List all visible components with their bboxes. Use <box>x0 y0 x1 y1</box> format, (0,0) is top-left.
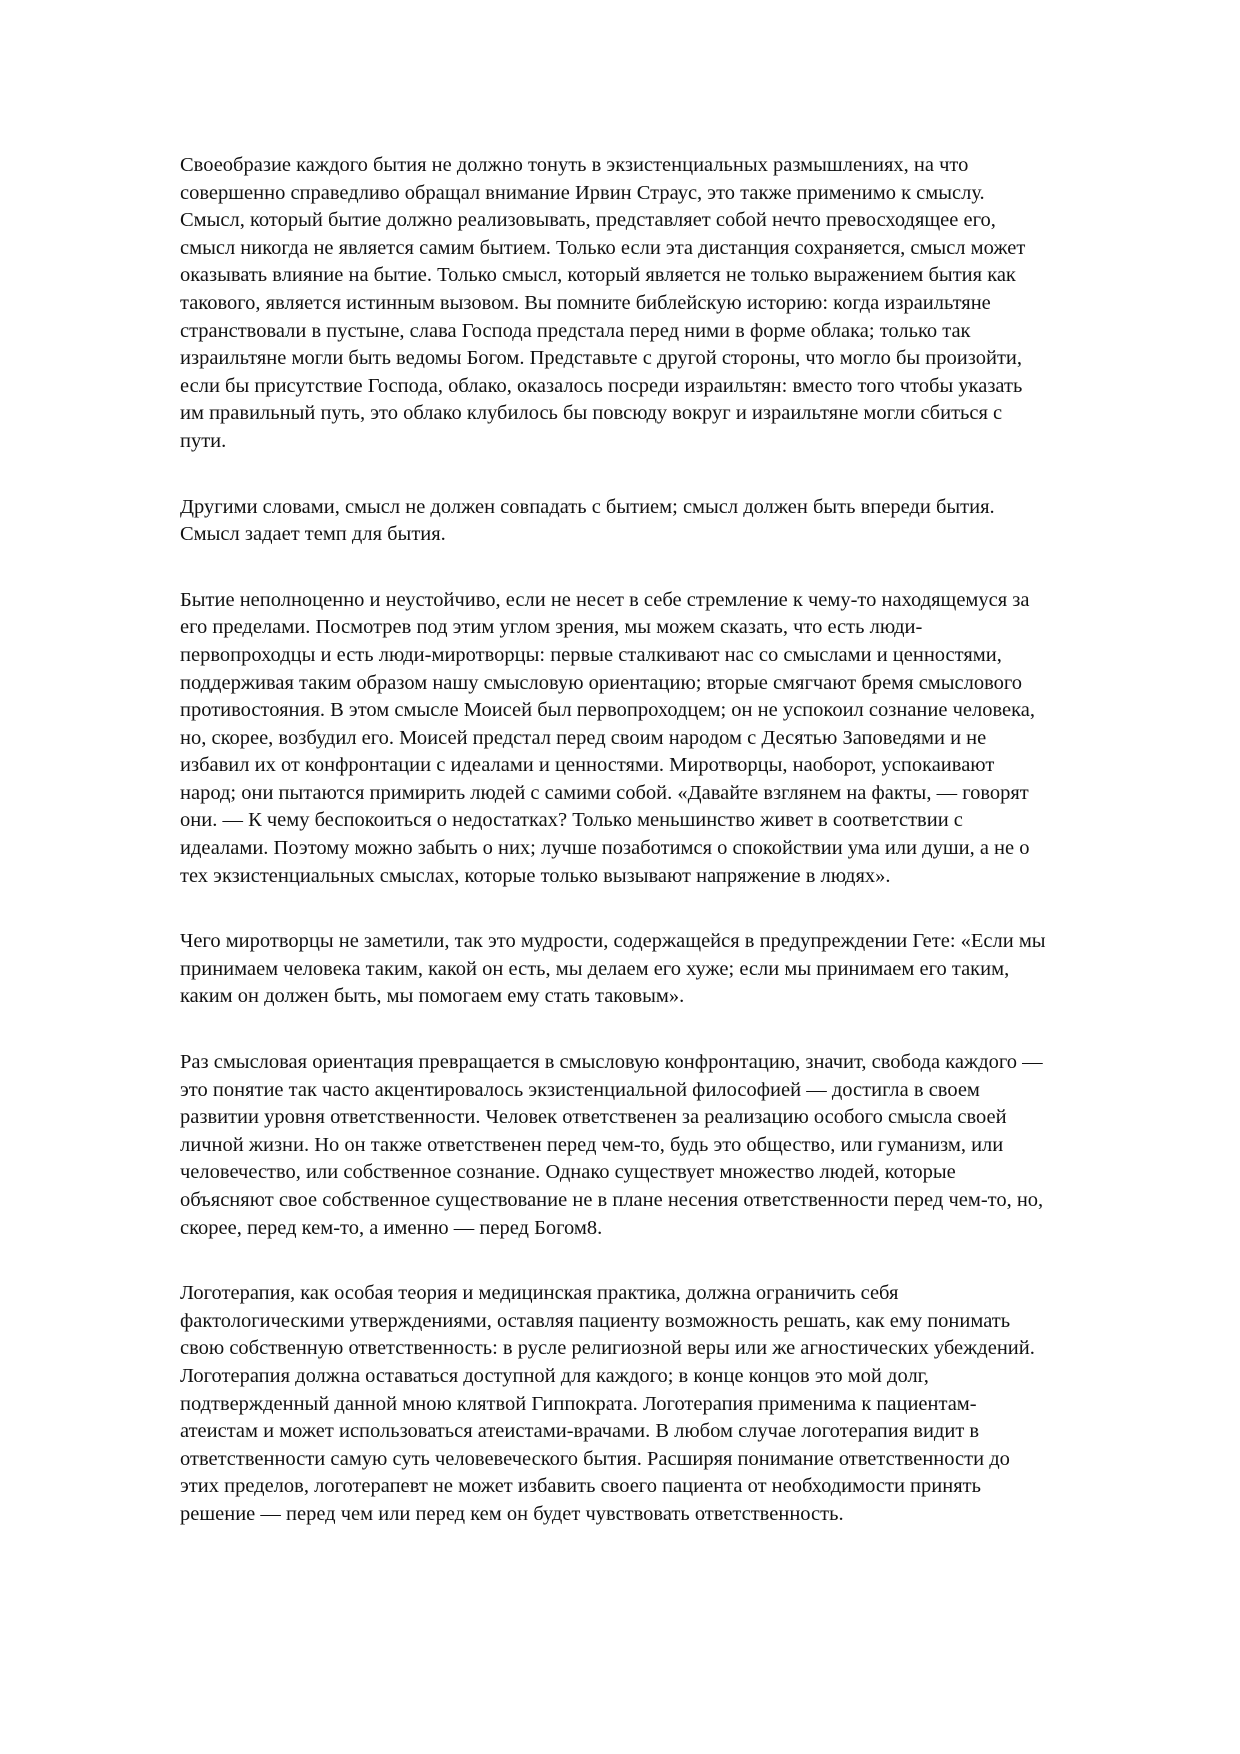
text-line: народ; они пытаются примирить людей с самими собой. «Давайте взглянем на факты, — говорят <box>180 781 1029 804</box>
text-line: его пределами. Посмотрев под этим углом зрения, мы можем сказать, что есть люди- <box>180 616 923 639</box>
text-line: Чего миротворцы не заметили, так это мудрости, содержащейся в предупреждении Гете: «Если мы <box>180 930 1046 953</box>
text-line: тех экзистенциальных смыслах, которые только вызывают напряжение в людях». <box>180 864 891 887</box>
text-line: свою собственную ответственность: в русле религиозной веры или же агностических убеждений. <box>180 1337 1035 1360</box>
paragraph <box>180 928 1180 1011</box>
text-line: они. — К чему беспокоиться о недостатках? Только меньшинство живет в соответствии с <box>180 809 963 832</box>
text-line: принимаем человека таким, какой он есть, мы делаем его хуже; если мы принимаем его таким, <box>180 957 1010 980</box>
text-line: поддерживая таким образом нашу смысловую ориентацию; вторые смягчают бремя смыслового <box>180 671 1023 694</box>
text-line: избавил их от конфронтации с идеалами и ценностями. Миротворцы, наоборот, успокаивают <box>180 754 995 777</box>
text-line: если бы присутствие Господа, облако, оказалось посреди израильтян: вместо того чтобы указать <box>180 374 1023 397</box>
text-line: смысл никогда не является самим бытием. Только если эта дистанция сохраняется, смысл может <box>180 236 1026 259</box>
text-line: Логотерапия, как особая теория и медицинская практика, должна ограничить себя <box>180 1282 899 1305</box>
text-line: израильтяне могли быть ведомы Богом. Представьте с другой стороны, что могло бы произойти, <box>180 347 1023 370</box>
text-line: это понятие так часто акцентировалось экзистенциальной философией — достигла в своем <box>180 1078 980 1101</box>
text-line: Бытие неполноценно и неустойчиво, если не несет в себе стремление к чему-то находящемуся за <box>180 588 1030 611</box>
paragraph <box>180 1280 1180 1528</box>
text-line: совершенно справедливо обращал внимание Ирвин Страус, это также применимо к смыслу. <box>180 181 985 204</box>
text-line: объясняют свое собственное существование не в плане несения ответственности перед чем-то, но, <box>180 1189 1044 1211</box>
text-line: Другими словами, смысл не должен совпадать с бытием; смысл должен быть впереди бытия. <box>180 495 995 518</box>
text-line: Своеобразие каждого бытия не должно тонуть в экзистенциальных размышлениях, на что <box>180 154 969 176</box>
paragraph <box>180 494 1180 549</box>
text-line: подтвержденный данной мною клятвой Гиппократа. Логотерапия применима к пациентам- <box>180 1392 977 1415</box>
text-line: но, скорее, возбудил его. Моисей предстал перед своим народом с Десятью Заповедями и не <box>180 726 987 749</box>
text-line: Смысл, который бытие должно реализовывать, представляет собой нечто превосходящее его, <box>180 209 996 232</box>
text-line: каким он должен быть, мы помогаем ему стать таковым». <box>180 985 685 1008</box>
paragraph <box>180 152 1180 456</box>
text-line: первопроходцы и есть люди-миротворцы: первые сталкивают нас со смыслами и ценностями, <box>180 643 1002 666</box>
text-line: решение — перед чем или перед кем он будет чувствовать ответственность. <box>180 1502 844 1525</box>
text-line: странствовали в пустыне, слава Господа предстала перед ними в форме облака; только так <box>180 319 971 342</box>
text-line: пути. <box>180 429 227 452</box>
text-line: Логотерапия должна оставаться доступной для каждого; в конце концов это мой долг, <box>180 1364 929 1387</box>
document-page <box>180 152 1180 1567</box>
text-line: развитии уровня ответственности. Человек ответственен за реализацию особого смысла своей <box>180 1106 1007 1129</box>
text-line: ответственности самую суть человевеческого бытия. Расширяя понимание ответственности до <box>180 1447 1010 1470</box>
text-line: Раз смысловая ориентация превращается в смысловую конфронтацию, значит, свобода каждого — <box>180 1051 1043 1074</box>
text-line: человечество, или собственное сознание. Однако существует множество людей, которые <box>180 1161 956 1184</box>
text-line: такового, является истинным вызовом. Вы помните библейскую историю: когда израильтяне <box>180 291 991 314</box>
text-line: скорее, перед кем-то, а именно — перед Богом8. <box>180 1216 603 1239</box>
text-line: личной жизни. Но он также ответственен перед чем-то, будь это общество, или гуманизм, или <box>180 1133 1004 1156</box>
text-line: оказывать влияние на бытие. Только смысл, который является не только выражением бытия как <box>180 264 1016 287</box>
text-line: противостояния. В этом смысле Моисей был первопроходцем; он не успокоил сознание человека, <box>180 699 1036 722</box>
text-line: этих пределов, логотерапевт не может избавить своего пациента от необходимости принять <box>180 1475 981 1498</box>
text-line: фактологическими утверждениями, оставляя пациенту возможность решать, как ему понимать <box>180 1309 1011 1332</box>
text-line: идеалами. Поэтому можно забыть о них; лучше позаботимся о спокойствии ума или души, а не о <box>180 837 1030 860</box>
text-line: им правильный путь, это облако клубилось бы повсюду вокруг и израильтяне могли сбиться с <box>180 402 1003 425</box>
text-line: атеистам и может использоваться атеистами-врачами. В любом случае логотерапия видит в <box>180 1420 980 1443</box>
text-line: Смысл задает темп для бытия. <box>180 523 446 546</box>
paragraph <box>180 1049 1180 1242</box>
paragraph <box>180 587 1180 891</box>
